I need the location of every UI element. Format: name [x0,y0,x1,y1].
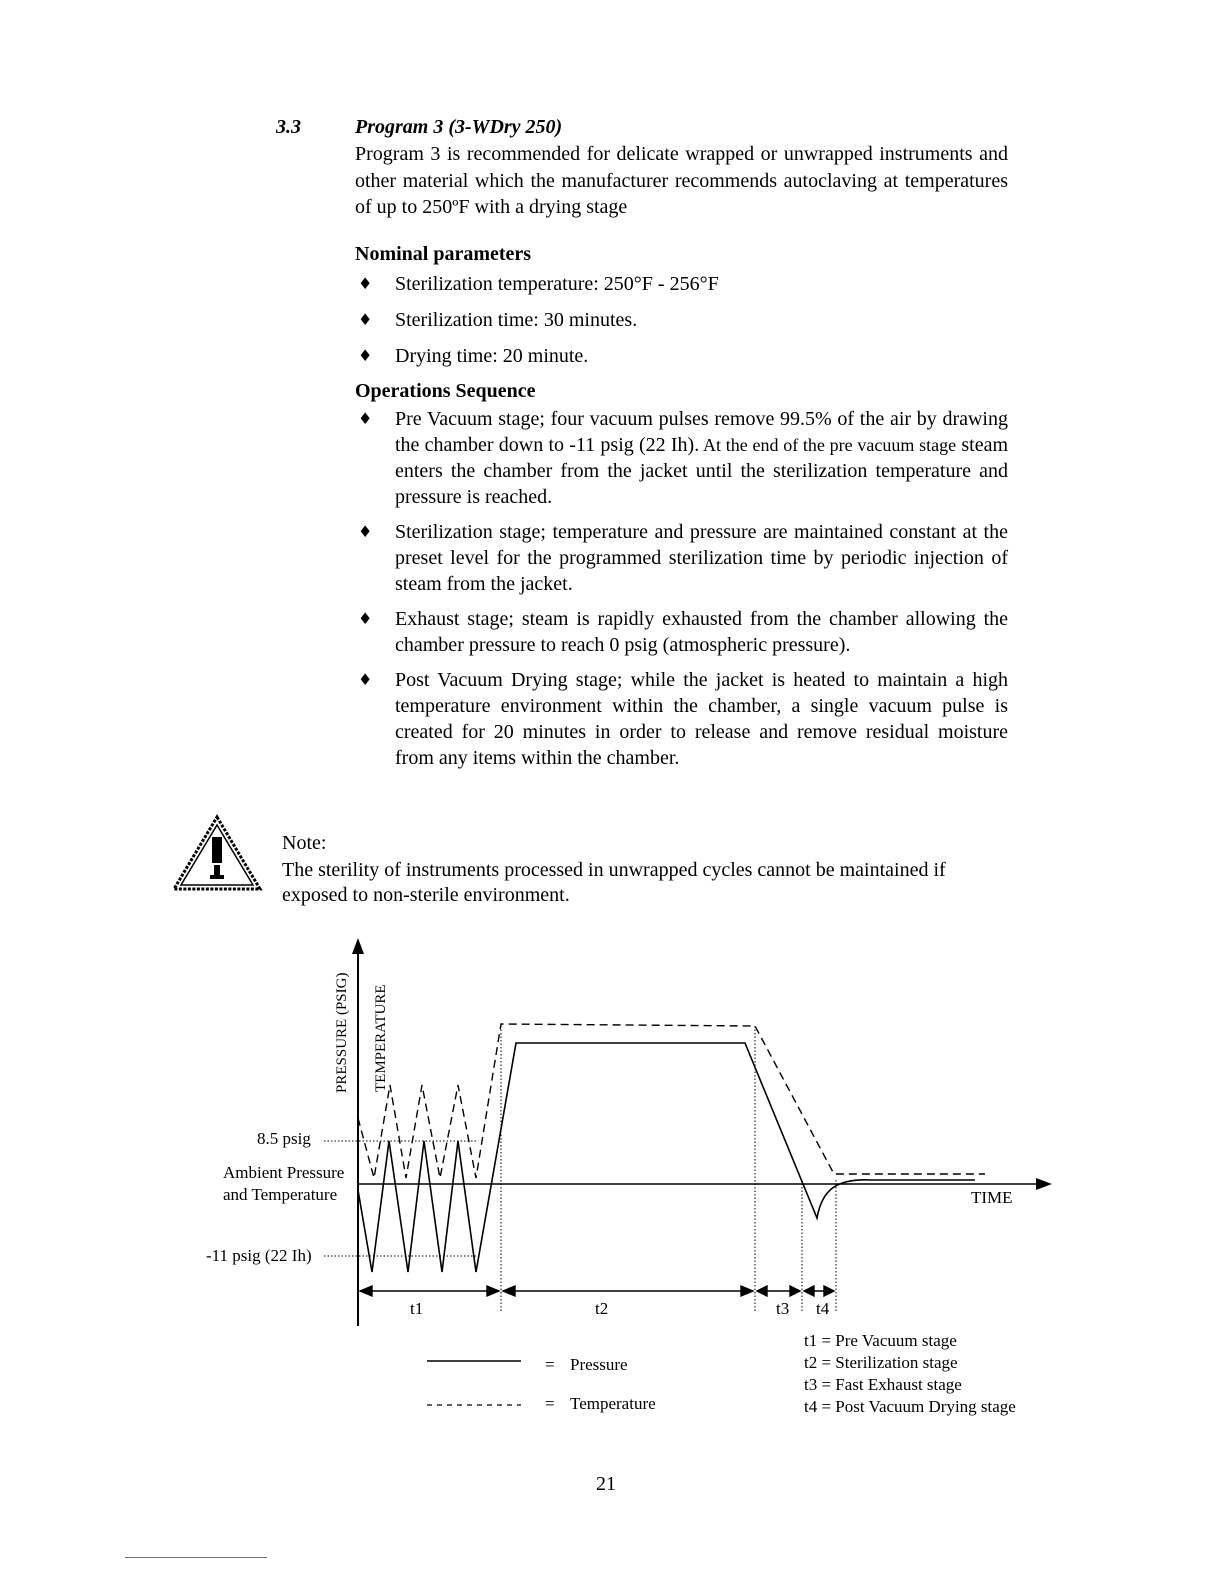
section-title: Program 3 (3-WDry 250) [355,116,563,138]
level-label-high: 8.5 psig [257,1129,311,1148]
list-item [355,606,1008,658]
nominal-item-time: Sterilization time: 30 minutes. [395,309,638,331]
note-text: The sterility of instruments processed in unwrapped cycles cannot be maintained if exposed to non-sterile environment. [282,859,946,906]
op-item-prevacuum-small: At the end of the pre vacuum stage [699,435,957,455]
temperature-curve [358,1024,985,1178]
op-item-prevacuum-rest: steam enters the chamber from the jacket until the sterilization temperature and pressure is reached. [395,434,1009,508]
level-label-ambient-1: Ambient Pressure [223,1163,345,1182]
y-axis-arrow-icon [352,938,364,954]
pressure-curve [358,1043,975,1272]
diamond-bullet-icon: ♦ [358,310,373,329]
operations-list [355,406,1008,771]
footnote-separator [125,1557,267,1558]
stage-def-t2: t2 = Sterilization stage [804,1353,958,1372]
level-label-ambient-2: and Temperature [223,1185,338,1204]
level-label-low: -11 psig (22 Ih) [206,1246,312,1265]
operations-heading: Operations Sequence [355,380,536,402]
nominal-list [355,271,1008,369]
interval-label-t1: t1 [410,1299,424,1318]
diamond-bullet-icon: ♦ [358,670,373,689]
list-item [355,271,1008,297]
y-axis-label-pressure: PRESSURE (PSIG) [334,972,350,1093]
diamond-bullet-icon: ♦ [358,522,373,541]
list-item [355,406,1008,510]
stage-def-t3: t3 = Fast Exhaust stage [804,1375,962,1394]
section-number: 3.3 [276,116,301,138]
op-item-prevacuum-main: Pre Vacuum stage; four vacuum pulses remove 99.5% of the air by drawing the chamber down to -11 psig (22 Ih). [395,408,1008,456]
legend-temperature-eq: = [545,1394,555,1413]
diamond-bullet-icon: ♦ [358,609,373,628]
pressure-temperature-cycle-diagram [0,935,1224,1435]
interval-arrows [360,1286,834,1296]
op-item-exhaust: Exhaust stage; steam is rapidly exhausted from the chamber allowing the chamber pressure to reach 0 psig (atmospheric pressure). [395,608,1008,656]
list-item [355,307,1008,333]
legend-temperature-label: Temperature [570,1394,656,1413]
list-item [355,519,1008,597]
list-item [355,667,1008,771]
interval-label-t4: t4 [816,1299,830,1318]
page-number: 21 [596,1473,616,1495]
stage-def-t4: t4 = Post Vacuum Drying stage [804,1397,1016,1416]
note-label: Note: [282,832,327,854]
x-axis-arrow-icon [1036,1178,1052,1190]
legend-pressure-label: Pressure [570,1355,628,1374]
diamond-bullet-icon: ♦ [358,346,373,365]
nominal-item-temperature: Sterilization temperature: 250°F - 256°F [395,273,719,295]
nominal-item-drying: Drying time: 20 minute. [395,345,589,367]
op-item-sterilization: Sterilization stage; temperature and pressure are maintained constant at the preset level for the programmed sterilization time by periodic injection of steam from the jacket. [395,521,1008,595]
legend-pressure-eq: = [545,1355,555,1374]
nominal-heading: Nominal parameters [355,243,532,265]
x-axis-label: TIME [971,1188,1013,1207]
list-item [355,343,1008,369]
interval-label-t3: t3 [776,1299,790,1318]
diamond-bullet-icon: ♦ [358,409,373,428]
warning-triangle-icon [170,813,264,895]
op-item-drying: Post Vacuum Drying stage; while the jacket is heated to maintain a high temperature environment within the chamber, a single vacuum pulse is created for 20 minutes in order to release and remove residual moisture from any items within the chamber. [395,669,1008,769]
section-intro: Program 3 is recommended for delicate wrapped or unwrapped instruments and other material which the manufacturer recommends autoclaving at temperatures of up to 250ºF with a drying stage [355,143,1008,218]
stage-def-t1: t1 = Pre Vacuum stage [804,1331,957,1350]
interval-label-t2: t2 [595,1299,609,1318]
y-axis-label-temperature: TEMPERATURE [373,984,389,1092]
diamond-bullet-icon: ♦ [358,274,373,293]
